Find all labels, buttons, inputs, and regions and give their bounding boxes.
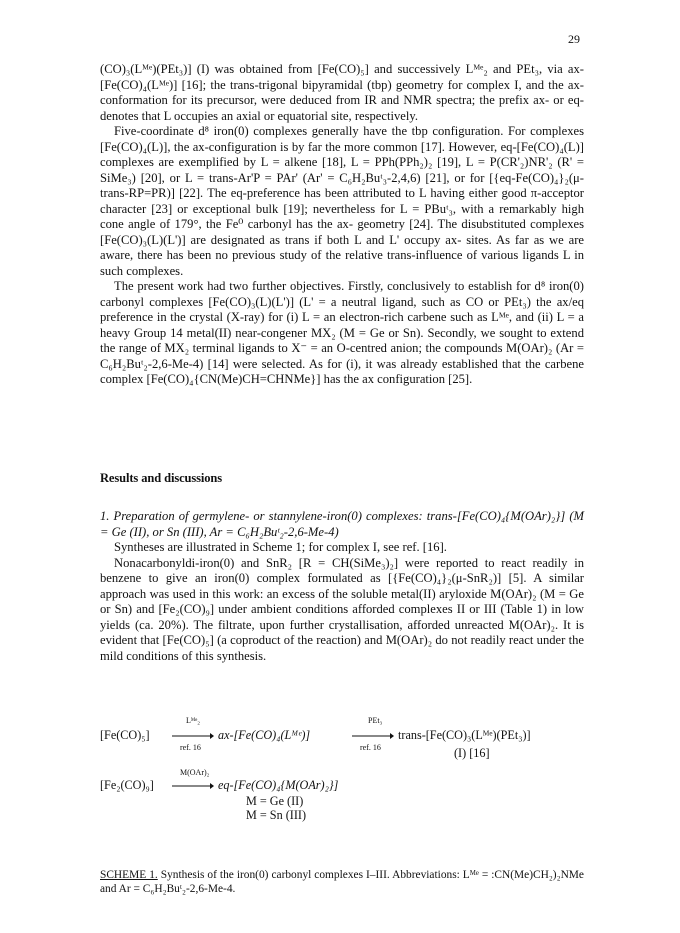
- paragraph: The present work had two further objectives. Firstly, conclusively to establish for d⁸ iron(0) carbonyl complexes [Fe(CO)₃(L)(L')] (L' = a neutral ligand, such as CO or PEt₃) the ax/eq preference in the crystal (X-ray) for (i) L = an electron-rich carbene such as Lᴹᵉ, and (ii) L = a heavy Group 14 metal(II) near-congener MX₂ (M = Ge or Sn). Secondly, we sought to extend the range of MX₂ terminal ligands to X⁻ = an O-centred anion; the compounds M(OAr)₂ (Ar = C₆H₂Buᵗ₂-2,6-Me-4) [14] were selected. As for (i), it was already established that the carbene complex [Fe(CO)₄{CN(Me)CH=CHNMe}] has the ax configuration [25].: [100, 279, 584, 386]
- scheme-caption: [100, 868, 584, 896]
- scheme-metal-ge: M = Ge (II): [246, 794, 304, 808]
- arrow-1-reagent: Lᴹᵉ₂: [186, 716, 201, 725]
- arrow-2: [352, 732, 394, 740]
- section-heading: Results and discussions: [100, 471, 223, 485]
- paragraph: (CO)₃(Lᴹᵉ)(PEt₃)] (I) was obtained from [Fe(CO)₅] and successively Lᴹᵉ₂ and PEt₃, via ax-[Fe(CO)₄(Lᴹᵉ)] [16]; the trans-trigonal bipyramidal (tbp) geometry for complex I, and the ax-conformation for its precursor, were deduced from IR and NMR spectra; the prefix ax- or eq- denotes that L occupies an axial or equatorial site, respectively.: [100, 62, 584, 123]
- scheme-reactant-1: [Fe(CO)₅]: [100, 728, 150, 742]
- arrow-3-reagent: M(OAr)₂: [180, 768, 210, 777]
- arrow-2-ref: ref. 16: [360, 743, 381, 752]
- paragraph: Syntheses are illustrated in Scheme 1; for complex I, see ref. [16].: [114, 540, 447, 554]
- paragraph: Five-coordinate d⁸ iron(0) complexes generally have the tbp configuration. For complexes [Fe(CO)₄(L)], the ax-configuration is by far the more common [17]. However, eq-[Fe(CO)₄(L)] complexes are exemplified by L = alkene [18], L = PPh(PPh₂)₂ [19], L = P(CR'₂)NR'₂ (R' = SiMe₃) [20], or L = trans-Ar'P = PAr' (Ar' = C₆H₂Buᵗ₃-2,4,6) [21], or for [{eq-Fe(CO)₄}₂(μ-trans-RP=PR)] [22]. The eq-preference has been attributed to L having either good π-acceptor character [23] or exceptional bulk [19]; nevertheless for L = PBuᵗ₃, with a remarkably high cone angle of 179°, the Fe⁰ carbonyl has the ax- geometry [24]. The disubstituted complexes [Fe(CO)₃(L)(L')] are designated as trans if both L and L' occupy ax- sites. As far as we are aware, there has been no previous study of the relative trans-influence of various ligands L in such complexes.: [100, 124, 584, 278]
- scheme-product-2: eq-[Fe(CO)₄{M(OAr)₂}]: [218, 778, 339, 792]
- subsection-title: 1. Preparation of germylene- or stannylene-iron(0) complexes: trans-[Fe(CO)₄{M(OAr)₂}] (M = Ge (II), or Sn (III), Ar = C₆H₂Buᵗ₂-2,6-Me-4): [100, 509, 584, 539]
- caption-label: SCHEME 1.: [100, 869, 158, 881]
- caption-text: Synthesis of the iron(0) carbonyl complexes I–III. Abbreviations: Lᴹᵉ = :CN(Me)CH₂)₂NMe and Ar = C₆H₂Buᵗ₂-2,6-Me-4.: [100, 869, 584, 895]
- page-number: 29: [568, 32, 580, 46]
- scheme-reactant-2: [Fe₂(CO)₉]: [100, 778, 154, 792]
- subsection: [100, 509, 584, 664]
- arrow-2-reagent: PEt₃: [368, 716, 383, 725]
- arrow-3: [172, 782, 214, 790]
- scheme-metal-sn: M = Sn (III): [246, 808, 307, 822]
- paragraph: Nonacarbonyldi-iron(0) and SnR₂ [R = CH(SiMe₃)₂] were reported to react readily in benzene to give an iron(0) complex formulated as [{Fe(CO)₄}₂(μ-SnR₂)] [5]. A similar approach was used in this work: an excess of the soluble metal(II) aryloxide M(OAr)₂ (M = Ge or Sn) and [Fe₂(CO)₉] under ambient conditions afforded complexes II or III (Table 1) in low yields (ca. 20%). The filtrate, upon further crystallisation, afforded unreacted M(OAr)₂. It is evident that [Fe(CO)₅] (a coproduct of the reaction) and M(OAr)₂ do not readily react under the mild conditions of this synthesis.: [100, 555, 584, 663]
- scheme-intermediate: ax-[Fe(CO)₄(Lᴹᵉ)]: [218, 728, 311, 742]
- arrow-1-ref: ref. 16: [180, 743, 201, 752]
- arrow-1: [172, 732, 214, 740]
- scheme-product-1: trans-[Fe(CO)₃(Lᴹᵉ)(PEt₃)]: [398, 728, 531, 742]
- scheme-product-1-label: (I) [16]: [454, 746, 490, 760]
- intro-text: [100, 62, 584, 388]
